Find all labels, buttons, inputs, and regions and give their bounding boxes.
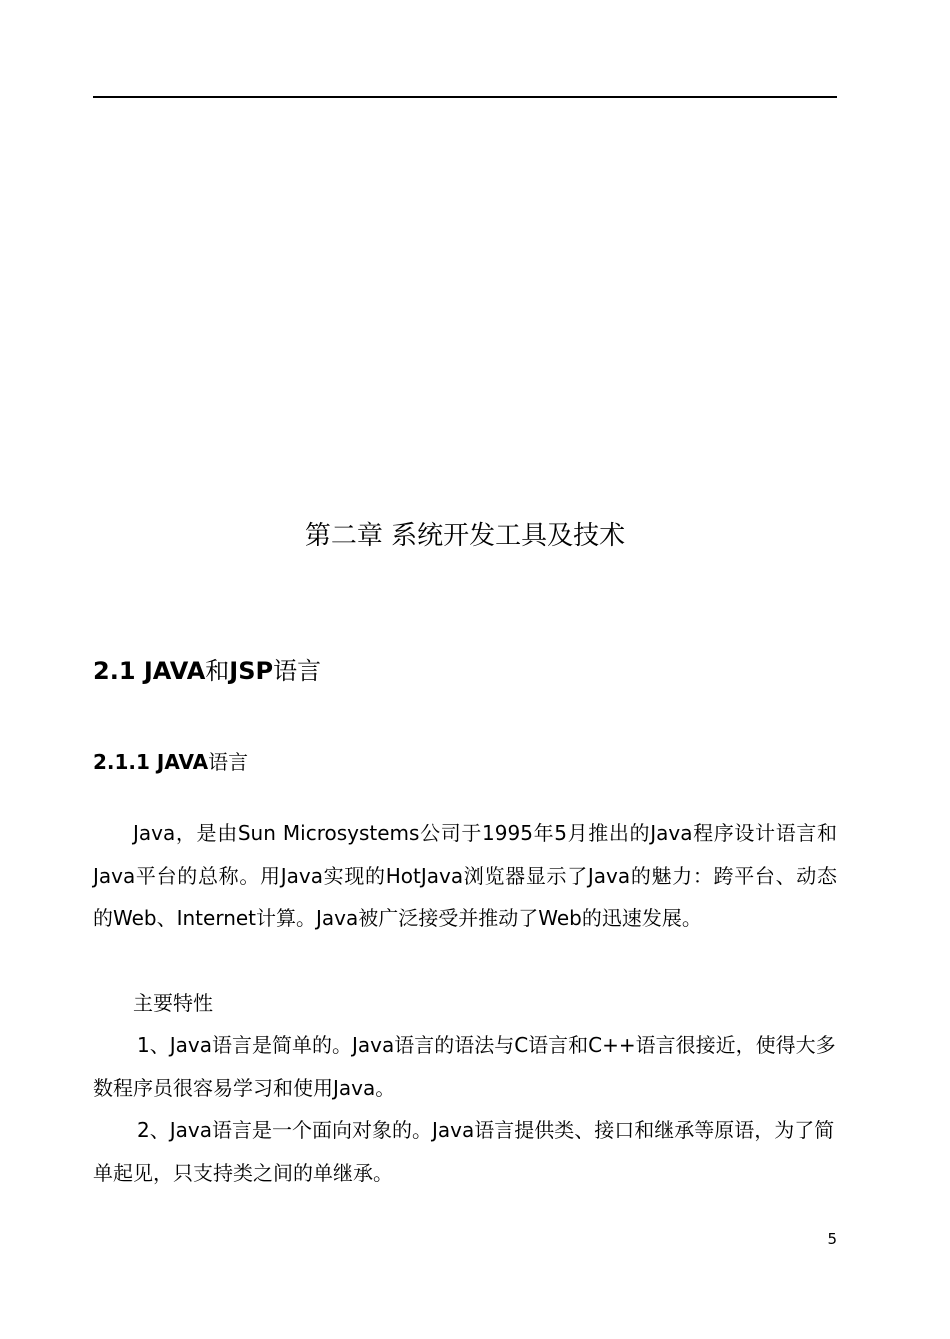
section-heading — [93, 654, 321, 688]
section-title-latin-1: JAVA — [143, 657, 206, 685]
subsection-number: 2.1.1 — [93, 750, 150, 774]
page-number: 5 — [827, 1230, 837, 1248]
subsection-title-cjk: 语言 — [208, 750, 249, 774]
section-title-cjk-1: 和 — [205, 657, 230, 685]
paragraph-feature-1: 1、Java语言是简单的。Java语言的语法与C语言和C++语言很接近，使得大多数程序员很容易学习和使用Java。 — [93, 1033, 836, 1100]
subsection-heading — [93, 747, 248, 777]
header-rule — [93, 96, 837, 98]
section-title-latin-2: JSP — [229, 657, 274, 685]
subsection-title-latin: JAVA — [156, 750, 209, 774]
section-number: 2.1 — [93, 657, 136, 685]
chapter-title: 第二章 系统开发工具及技术 — [304, 521, 626, 551]
paragraph-main-features: 主要特性 — [133, 991, 213, 1015]
paragraph-feature-2: 2、Java语言是一个面向对象的。Java语言提供类、接口和继承等原语，为了简单起见，只支持类之间的单继承。 — [93, 1118, 835, 1185]
paragraph-java-intro: Java，是由Sun Microsystems公司于1995年5月推出的Java程序设计语言和Java平台的总称。用Java实现的HotJava浏览器显示了Java的魅力：跨平台、动态的Web、Internet计算。Java被广泛接受并推动了Web的迅速发展。 — [93, 821, 837, 930]
section-title-cjk-2: 语言 — [273, 657, 322, 685]
